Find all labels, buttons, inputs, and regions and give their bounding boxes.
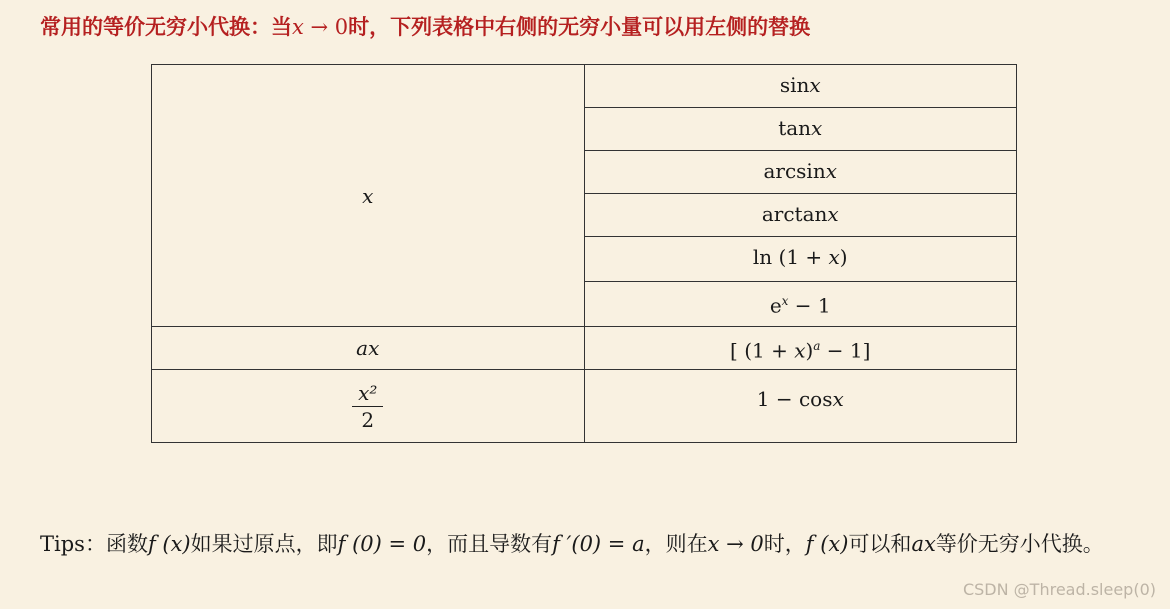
fn-ln: ln (1 + <box>752 245 829 269</box>
table-row <box>152 370 1017 443</box>
var-x: x <box>811 116 823 140</box>
tips-math: f (x) <box>805 532 849 556</box>
cell-tan <box>584 108 1017 151</box>
fraction-denominator: 2 <box>361 407 375 432</box>
var-x: x <box>362 183 374 208</box>
var-x: x <box>825 159 837 183</box>
fn-cos: 1 − cos <box>756 387 833 411</box>
cell-frac <box>152 370 585 443</box>
cell-arcsin <box>584 151 1017 194</box>
page-title <box>40 12 810 42</box>
cell-x <box>152 65 585 327</box>
fn-arctan: arctan <box>761 202 828 226</box>
exp-base: e <box>769 293 782 318</box>
pow-tail: − 1] <box>820 338 871 363</box>
var-x: x <box>827 202 839 226</box>
equivalence-table <box>151 64 1017 443</box>
frac-num-text: x² <box>358 380 378 405</box>
exp-tail: − 1 <box>788 293 831 318</box>
tips-math: ax <box>911 532 936 556</box>
tips-math: f (x) <box>147 532 191 556</box>
fn-arcsin: arcsin <box>763 159 826 183</box>
title-suffix: 时，下列表格中右侧的无穷小量可以用左侧的替换 <box>348 15 811 39</box>
cell-cos <box>584 370 1017 443</box>
var-x: x <box>794 338 806 363</box>
cell-sin <box>584 65 1017 108</box>
tips-text: 时， <box>763 532 806 556</box>
table-row <box>152 327 1017 370</box>
var-x: x <box>809 73 821 97</box>
tips-text: 可以和 <box>848 532 912 556</box>
var-x: x <box>832 387 844 411</box>
tips-math: f ′(0) = a <box>552 532 645 556</box>
pow-prefix: [ (1 + <box>730 338 795 363</box>
tips-math: f (0) = 0 <box>337 532 427 556</box>
cell-pow <box>584 327 1017 370</box>
cell-ax <box>152 327 585 370</box>
pow-mid: ) <box>805 338 814 363</box>
watermark: CSDN @Thread.sleep(0) <box>962 580 1156 599</box>
tips-label: Tips： <box>40 532 106 556</box>
title-var: x <box>292 15 304 39</box>
ln-close: ) <box>839 245 848 269</box>
cell-exp <box>584 282 1017 327</box>
title-zero: 0 <box>334 15 349 39</box>
table-row <box>152 65 1017 108</box>
var-ax: ax <box>356 336 380 360</box>
fn-sin: sin <box>779 73 810 97</box>
tips-text: 如果过原点，即 <box>190 532 338 556</box>
tips-text: ，而且导数有 <box>426 532 553 556</box>
cell-arctan <box>584 194 1017 237</box>
cell-ln <box>584 237 1017 282</box>
fn-tan: tan <box>778 116 812 140</box>
tips-text: 等价无穷小代换。 <box>935 532 1104 556</box>
tips-text: 函数 <box>105 532 148 556</box>
tips-math: x → 0 <box>707 532 764 556</box>
var-x: x <box>828 245 840 269</box>
title-arrow: → <box>303 15 335 39</box>
fraction <box>352 382 383 431</box>
fraction-numerator <box>352 382 383 407</box>
tips-text: ，则在 <box>644 532 708 556</box>
title-prefix: 常用的等价无穷小代换：当 <box>40 15 292 39</box>
tips-paragraph <box>40 518 1140 570</box>
exp-sup: x <box>781 294 789 308</box>
pow-sup: a <box>813 339 821 353</box>
